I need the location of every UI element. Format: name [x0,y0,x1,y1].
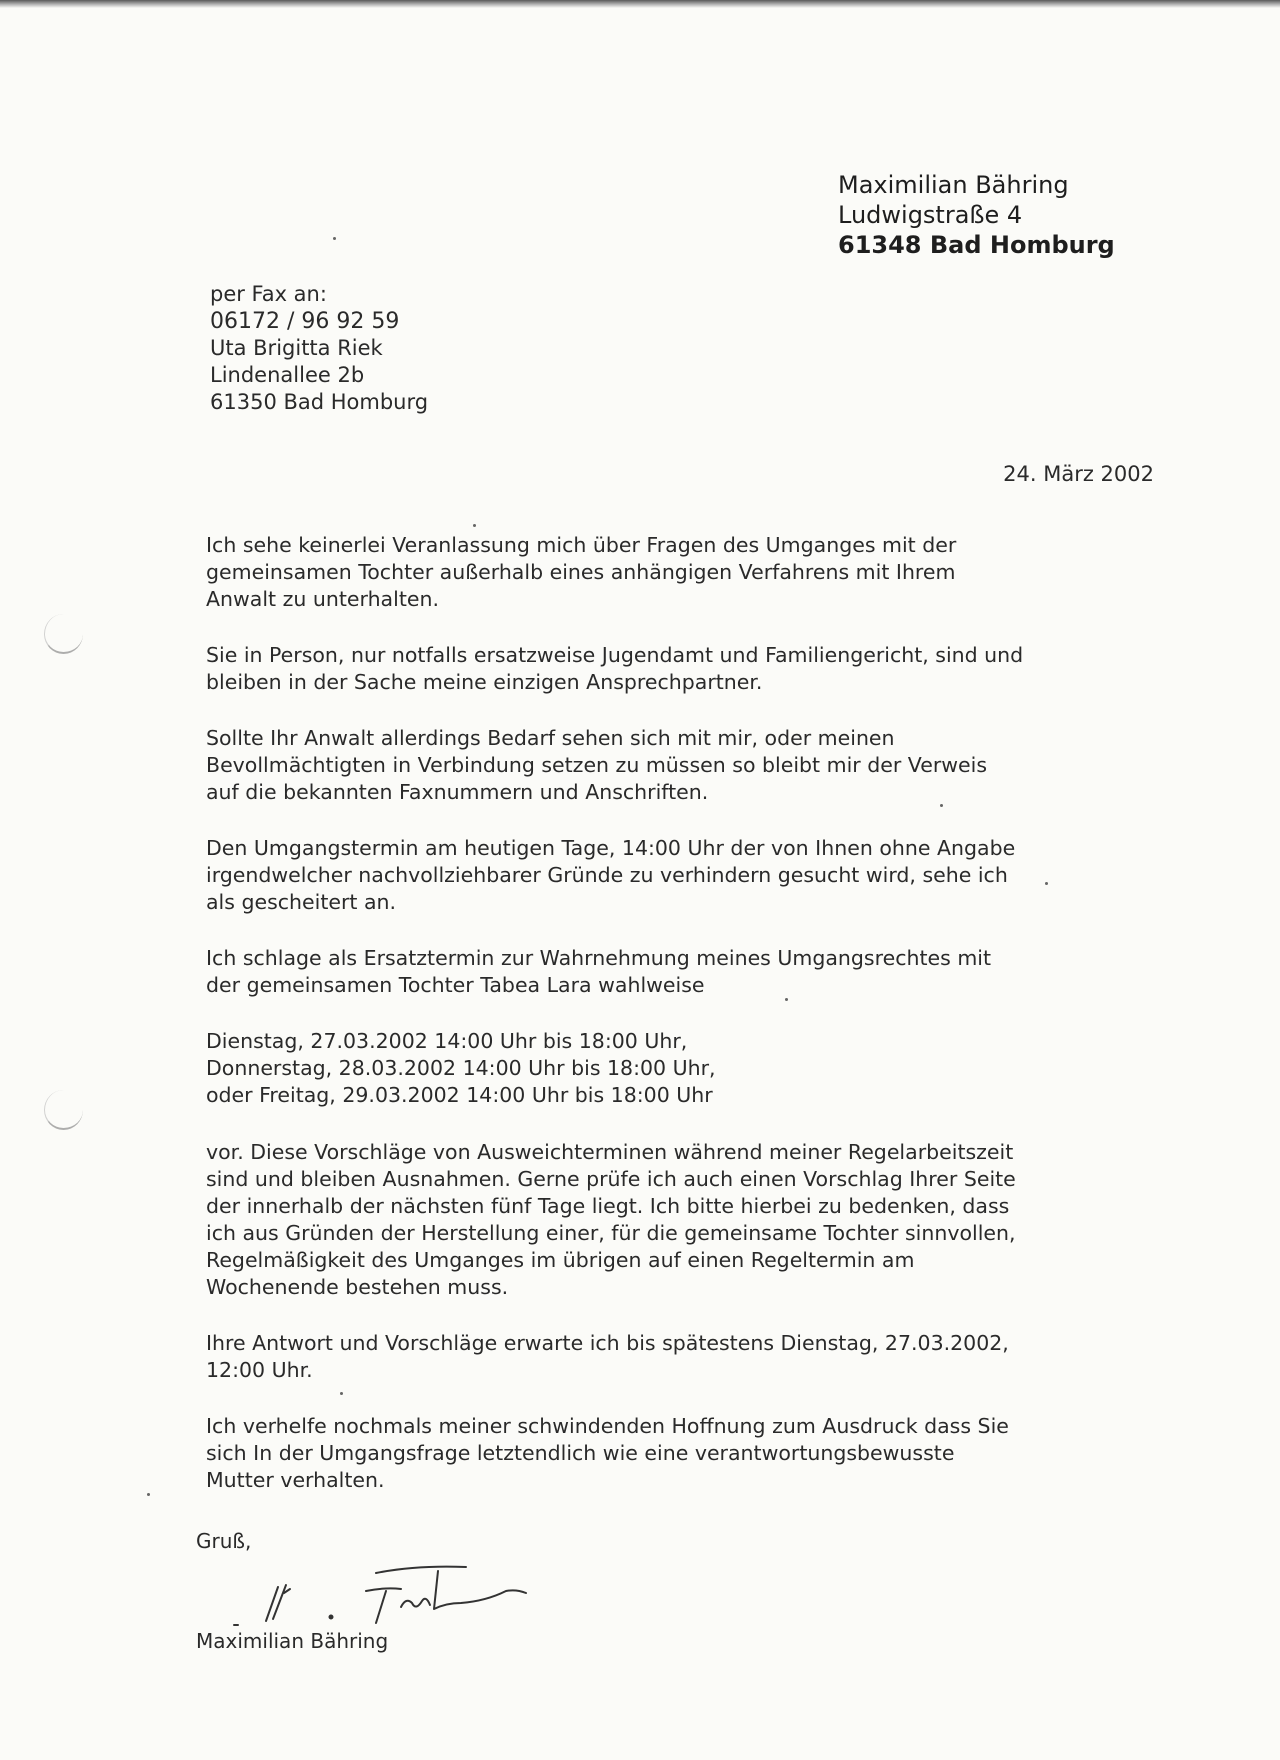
paragraph: Sie in Person, nur notfalls ersatzweise Jugendamt und Familiengericht, sind und bleiben in der Sache meine einzigen Ansprechpartner. [206,643,1024,694]
greeting: Gruß, [196,1529,252,1553]
letter-date: 24. März 2002 [1003,462,1154,486]
signature-block [196,1529,566,1653]
scan-top-edge [0,0,1280,8]
fax-label: per Fax an: [210,282,327,306]
paragraph: Ich schlage als Ersatztermin zur Wahrnehmung meines Umgangsrechtes mit der gemeinsamen Tochter Tabea Lara wahlweise [206,946,992,997]
paragraph: vor. Diese Vorschläge von Ausweichterminen während meiner Regelarbeitszeit sind und bleiben Ausnahmen. Gerne prüfe ich auch einen Vorschlag Ihrer Seite der innerhalb der nächsten fünf Tage liegt. Ich bitte hierbei zu bedenken, dass ich aus Gründen der Herstellung einer, für die gemeinsame Tochter sinnvollen, Regelmäßigkeit des Umganges im übrigen auf einen Regeltermin am Wochenende bestehen muss. [206,1140,1016,1299]
punch-hole-bottom [44,1090,83,1130]
recipient-street: Lindenallee 2b [210,363,365,387]
sender-city: 61348 Bad Homburg [838,231,1115,259]
paragraph: Den Umgangstermin am heutigen Tage, 14:00 Uhr der von Ihnen ohne Angabe irgendwelcher nachvollziehbarer Gründe zu verhindern gesucht wird, sehe ich als gescheitert an. [206,836,1016,914]
sender-address [838,170,1115,260]
paragraph: Ich verhelfe nochmals meiner schwindenden Hoffnung zum Ausdruck dass Sie sich In der Umgangsfrage letztendlich wie eine verantwortungsbewusste Mutter verhalten. [206,1414,1009,1492]
proposed-date: Donnerstag, 28.03.2002 14:00 Uhr bis 18:00 Uhr, [206,1056,716,1080]
punch-hole-top [44,614,83,654]
sender-name: Maximilian Bähring [838,171,1069,199]
proposed-dates [206,1028,1026,1109]
recipient-address [210,281,428,416]
sender-street: Ludwigstraße 4 [838,201,1023,229]
scan-speck [147,1493,150,1496]
scan-speck [1045,882,1048,885]
letter-body [206,532,1026,1523]
handwritten-signature [226,1559,566,1629]
proposed-date: Dienstag, 27.03.2002 14:00 Uhr bis 18:00 Uhr, [206,1029,688,1053]
scan-speck [333,237,336,240]
paragraph: Ihre Antwort und Vorschläge erwarte ich bis spätestens Dienstag, 27.03.2002, 12:00 Uhr. [206,1331,1009,1382]
paragraph: Ich sehe keinerlei Veranlassung mich über Fragen des Umganges mit der gemeinsamen Tochter außerhalb eines anhängigen Verfahrens mit Ihrem Anwalt zu unterhalten. [206,533,957,611]
recipient-name: Uta Brigitta Riek [210,336,383,360]
signer-name: Maximilian Bähring [196,1629,389,1653]
fax-number: 06172 / 96 92 59 [210,309,400,334]
proposed-date: oder Freitag, 29.03.2002 14:00 Uhr bis 18:00 Uhr [206,1083,713,1107]
scan-speck [473,524,476,527]
recipient-city: 61350 Bad Homburg [210,390,429,414]
paragraph: Sollte Ihr Anwalt allerdings Bedarf sehen sich mit mir, oder meinen Bevollmächtigten in Verbindung setzen zu müssen so bleibt mir der Verweis auf die bekannten Faxnummern und Anschriften. [206,726,988,804]
